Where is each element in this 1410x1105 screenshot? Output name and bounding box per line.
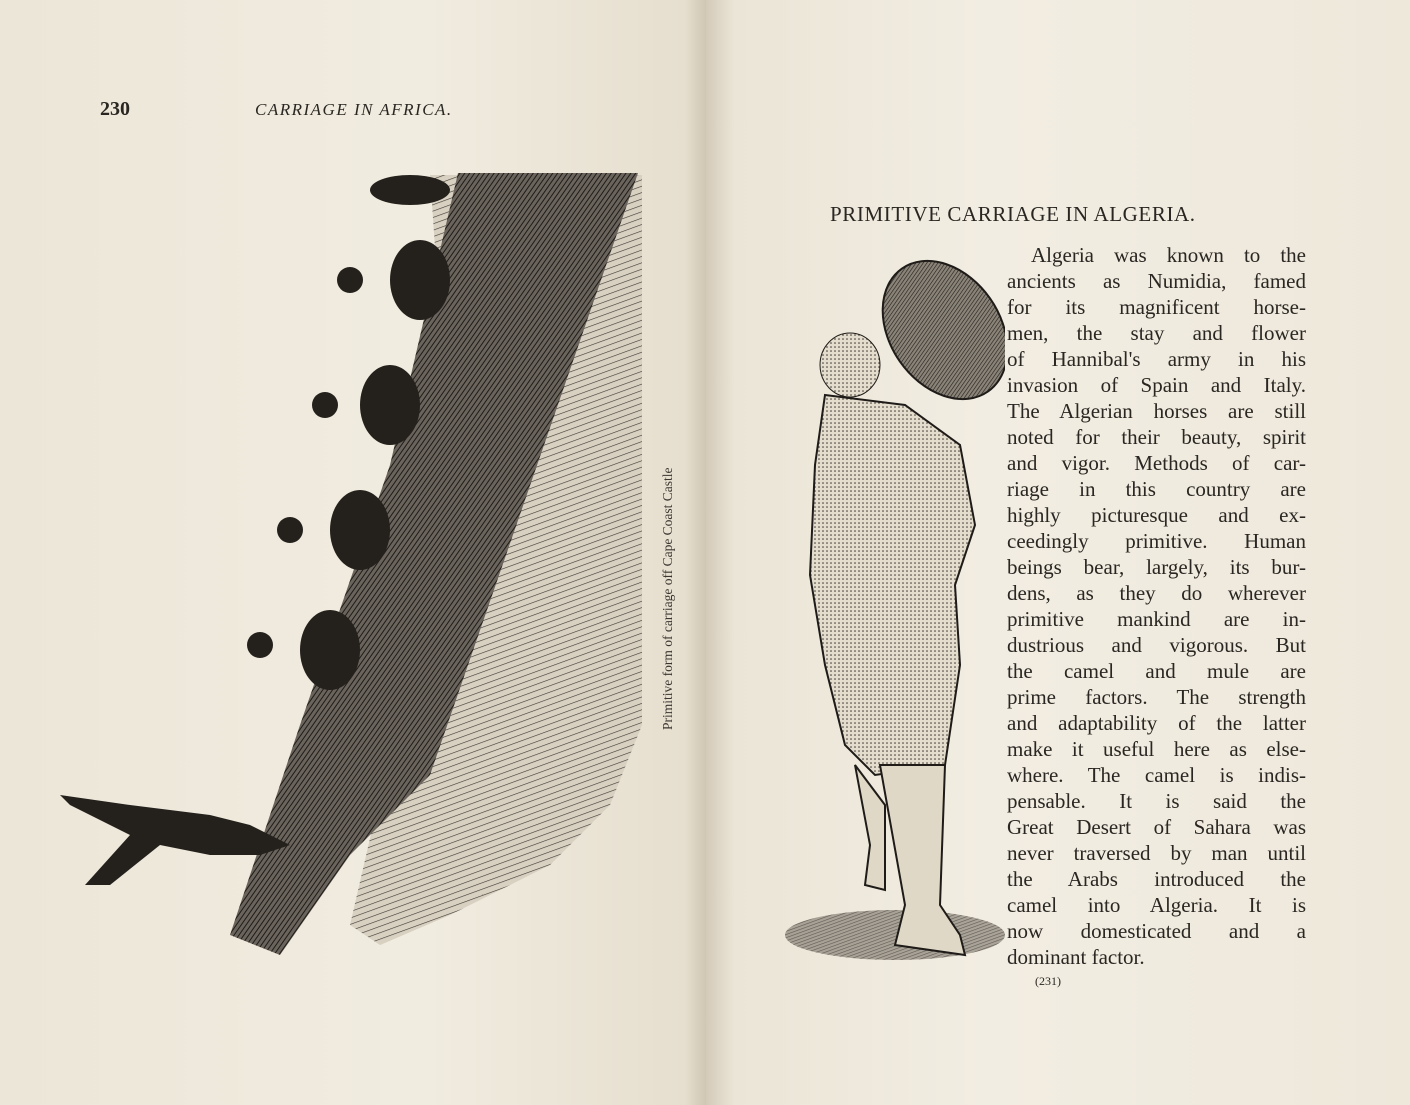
text-line: for its magnificent horse- (1007, 295, 1306, 319)
text-line: highly picturesque and ex- (1007, 503, 1306, 527)
text-line: where. The camel is indis- (1007, 763, 1306, 787)
text-line: ancients as Numidia, famed (1007, 269, 1306, 293)
text-line: make it useful here as else- (1007, 737, 1306, 761)
text-line: riage in this country are (1007, 477, 1306, 501)
text-line: now domesticated and a (1007, 919, 1306, 943)
ground (785, 910, 1005, 960)
text-line: ceedingly primitive. Human (1007, 529, 1306, 553)
body-text (1007, 242, 1306, 970)
text-line: dominant factor. (1007, 945, 1145, 969)
text-line: Great Desert of Sahara was (1007, 815, 1306, 839)
text-line: dens, as they do wherever (1007, 581, 1306, 605)
text-line: primitive mankind are in- (1007, 607, 1306, 631)
text-line: noted for their beauty, spirit (1007, 425, 1306, 449)
text-line: the camel and mule are (1007, 659, 1306, 683)
page-number: 230 (100, 98, 130, 120)
text-line: prime factors. The strength (1007, 685, 1306, 709)
running-head: CARRIAGE IN AFRICA. (255, 100, 453, 119)
text-line: dustrious and vigorous. But (1007, 633, 1306, 657)
text-line: Algeria was known to the (1031, 243, 1306, 267)
text-line: pensable. It is said the (1007, 789, 1306, 813)
water-jar (857, 245, 1005, 423)
text-line: men, the stay and flower (1007, 321, 1306, 345)
text-line: camel into Algeria. It is (1007, 893, 1306, 917)
text-line: invasion of Spain and Italy. (1007, 373, 1306, 397)
page-folio: (231) (1035, 974, 1061, 988)
text-line: beings bear, largely, its bur- (1007, 555, 1306, 579)
chapter-title: PRIMITIVE CARRIAGE IN ALGERIA. (830, 202, 1196, 226)
text-line: of Hannibal's army in his (1007, 347, 1306, 371)
text-line: and adaptability of the latter (1007, 711, 1306, 735)
canoe-engraving (50, 165, 650, 975)
text-line: and vigor. Methods of car- (1007, 451, 1306, 475)
text-line: the Arabs introduced the (1007, 867, 1306, 891)
robe (810, 395, 975, 775)
head (820, 333, 880, 397)
figure-caption: Primitive form of carriage off Cape Coast Castle (660, 467, 675, 730)
water-carrier-engraving (785, 245, 1005, 975)
text-line: never traversed by man until (1007, 841, 1306, 865)
text-line: The Algerian horses are still (1007, 399, 1306, 423)
